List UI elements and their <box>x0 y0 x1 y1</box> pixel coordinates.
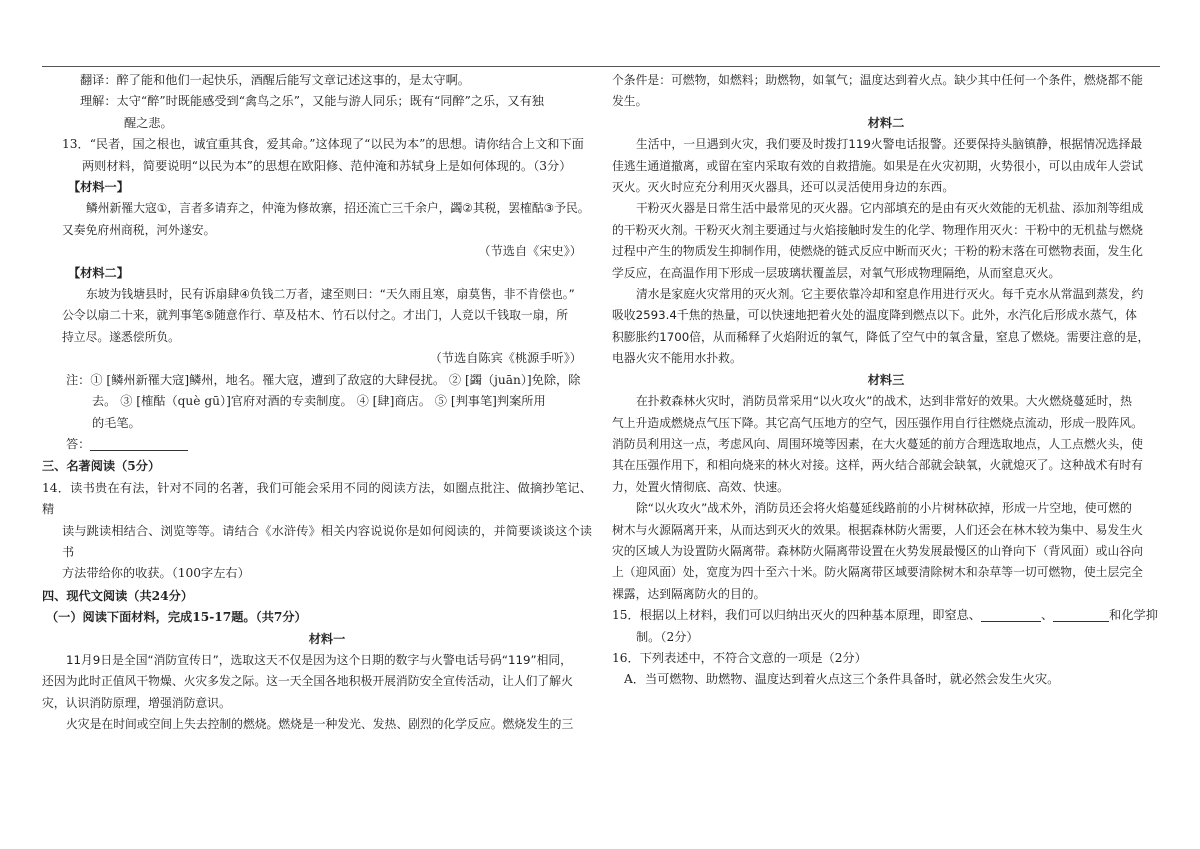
material-three-p2-4: 上（迎风面）处，宽度为四十至六十米。防火隔离带区域要清除树木和杂草等一切可燃物，使土层完全 <box>612 565 1143 580</box>
q16-option-a: A．当可燃物、助燃物、温度达到着火点这三个条件具备时，就必然会发生火灾。 <box>624 672 1060 687</box>
material-two-p2: 干粉灭火器是日常生活中最常见的灭火器。它内部填充的是由有灭火效能的无机盐、添加剂等组成 <box>636 201 1144 216</box>
material-two-p1: 生活中，一旦遇到火灾，我们要及时拨打119火警电话报警。还要保持头脑镇静，根据情况选择最 <box>636 137 1143 152</box>
material-1-label: 【材料一】 <box>68 180 129 195</box>
material-2-text-2: 公令以扇二十来，就判事笔⑤随意作行、草及枯木、竹石以付之。才出门，人竞以千钱取一扇，所 <box>62 308 569 323</box>
q13-text: 13．“民者，国之根也，诚宜重其食，爱其命。”这体现了“以民为本”的思想。请你结合上文和下面 <box>62 137 584 152</box>
material-two-p3-2: 吸收2593.4千焦的热量，可以快速地把着火处的温度降到燃点以下。此外，水汽化后形成水蒸气，体 <box>612 308 1137 323</box>
material-three-p2: 除“以火攻火”战术外，消防员还会将火焰蔓延线路前的小片树林砍掉，形成一片空地，使可燃的 <box>636 501 1132 516</box>
material-three-p1-2: 气上升造成燃烧点气压下降。其它高气压地方的空气，因压强作用自行往燃烧点流动，形成一股阵风。 <box>612 415 1143 430</box>
question-13 <box>62 134 592 177</box>
q15-part-b: 、 <box>1040 608 1054 623</box>
q13-text-2: 两则材料，简要说明“以民为本”的思想在欧阳修、范仲淹和苏轼身上是如何体现的。（3分） <box>82 158 572 173</box>
q15-blank-2[interactable] <box>1053 607 1109 622</box>
material-two-p3-3: 积膨胀约1700倍，从而稀释了火焰附近的氧气，降低了空气中的氧含量，窒息了燃烧。需要注意的是， <box>612 329 1150 344</box>
section-3-heading: 三、名著阅读（5分） <box>42 459 161 474</box>
q15-part-a: 15．根据以上材料，我们可以归纳出灭火的四种基本原理，即窒息、 <box>612 608 981 623</box>
material-two-p3: 清水是家庭火灾常用的灭火剂。它主要依靠冷却和窒息作用进行灭火。每千克水从常温到蒸发，约 <box>636 287 1144 302</box>
understanding-line: 理解：太守“醉”时既能感受到“禽鸟之乐”，又能与游人同乐；既有“同醉”之乐，又有独 <box>80 94 544 109</box>
q16-text: 16．下列表述中，不符合文意的一项是（2分） <box>612 650 867 665</box>
material-three-p2-5: 裸露，达到隔离防火的目的。 <box>612 586 766 601</box>
left-column <box>42 70 592 736</box>
header-rule <box>42 66 1160 67</box>
q14-text-3: 方法带给你的收获。（100字左右） <box>62 566 250 581</box>
material-2-text: 东坡为钱塘县时，民有诉扇肆④负钱二万者，逮至则曰：“天久雨且寒，扇莫售，非不肯偿也。” <box>86 287 575 302</box>
material-1-text-2: 又奏免府州商税，河外遂安。 <box>62 222 216 237</box>
material-1-source: （节选自《宋史》） <box>478 244 582 259</box>
q15-part-c: 和化学抑 <box>1109 608 1158 623</box>
q15-text-2: 制。（2分） <box>636 629 699 644</box>
answer-blank[interactable] <box>90 436 188 451</box>
notes: 注：① [鳞州新罹大寇]鳞州，地名。罹大寇，遭到了敌寇的大肆侵扰。 ② [蠲（juān）]免除，除 <box>66 372 581 387</box>
material-three-p1-5: 力，处置火情彻底、高效、快速。 <box>612 479 789 494</box>
answer-line <box>62 434 592 455</box>
subsection-1-heading: （一）阅读下面材料，完成15-17题。（共7分） <box>46 610 307 625</box>
material-two-p1-3: 灭火。灭火时应充分利用灭火器具，还可以灵活使用身边的东西。 <box>612 180 955 195</box>
material-two-p3-4: 电器火灾不能用水扑救。 <box>612 351 742 366</box>
material-three-p2-2: 树木与火源隔离开来，从而达到灭火的效果。根据森林防火需要，人们还会在林木较为集中、易发生火 <box>612 522 1143 537</box>
material-2-text-3: 持立尽。遂悉偿所负。 <box>62 329 180 344</box>
material-two-p1-2: 佳逃生通道撤离，或留在室内采取有效的自救措施。如果是在火灾初期，火势很小，可以由成年人尝试 <box>612 158 1143 173</box>
understanding-line-2: 醒之悲。 <box>124 115 173 130</box>
material-three-title: 材料三 <box>867 372 905 387</box>
section-4-heading: 四、现代文阅读（共24分） <box>42 588 194 603</box>
material-one-p1-2: 还因为此时正值风干物燥、火灾多发之际。这一天全国各地积极开展消防安全宣传活动，让人们了解火 <box>42 674 573 689</box>
material-one-p1-3: 灾，认识消防原理，增强消防意识。 <box>42 695 231 710</box>
material-three-p1-3: 消防员利用这一点，考虑风向、周围环境等因素，在大火蔓延的前方合理选取地点，人工点燃火头，使 <box>612 436 1143 451</box>
right-column <box>612 70 1160 691</box>
material-one-p2: 火灾是在时间或空间上失去控制的燃烧。燃烧是一种发光、发热、剧烈的化学反应。燃烧发生的三 <box>66 717 574 732</box>
material-one-p1: 11月9日是全国“消防宣传日”，选取这天不仅是因为这个日期的数字与火警电话号码“119”相同， <box>66 652 572 667</box>
material-two-p2-2: 的干粉灭火剂。干粉灭火剂主要通过与火焰接触时发生的化学、物理作用灭火：干粉中的无机盐与燃烧 <box>612 222 1143 237</box>
material-1-text: 鳞州新罹大寇①，言者多请弃之，仲淹为修故寨，招还流亡三千余户，蠲②其税，罢榷酤③予民。 <box>86 201 590 216</box>
notes-2: 去。 ③ [榷酤（què gū）]官府对酒的专卖制度。 ④ [肆]商店。 ⑤ [判事笔]判案所用 <box>92 394 546 409</box>
material-2-label: 【材料二】 <box>68 265 129 280</box>
q14-text: 14．读书贵在有法，针对不同的名著，我们可能会采用不同的阅读方法，如圈点批注、做摘抄笔记、精 <box>42 480 592 517</box>
material-two-p2-3: 过程中产生的物质发生抑制作用，使燃烧的链式反应中断而灭火；干粉的粉末落在可燃物表面，发生化 <box>612 244 1143 259</box>
q14-text-2: 读与跳读相结合、浏览等等。请结合《水浒传》相关内容说说你是如何阅读的，并简要谈谈这个读书 <box>62 523 592 559</box>
material-three-p2-3: 灾的区域人为设置防火隔离带。森林防火隔离带设置在火势发展最慢区的山脊向下（背风面）或山谷向 <box>612 543 1143 558</box>
material-two-title: 材料二 <box>867 115 905 130</box>
continued-text-2: 发生。 <box>612 94 648 109</box>
material-2-source: （节选自陈宾《桃源手听》） <box>429 351 582 366</box>
continued-text: 个条件是：可燃物，如燃料；助燃物，如氧气；温度达到着火点。缺少其中任何一个条件，燃烧都不能 <box>612 73 1143 87</box>
translation-line: 翻译：醉了能和他们一起快乐，酒醒后能写文章记述这事的，是太守啊。 <box>80 73 470 87</box>
q15-blank-1[interactable] <box>981 607 1041 622</box>
material-three-p1-4: 其在压强作用下，和相向烧来的林火对接。这样，两火结合部就会缺氧，火就熄灭了。这种战术有时有 <box>612 458 1143 473</box>
q15-text <box>612 605 1160 626</box>
material-two-p2-4: 学反应，在高温作用下形成一层玻璃状覆盖层，对氧气形成物理隔绝，从而窒息灭火。 <box>612 265 1061 280</box>
material-one-title: 材料一 <box>308 631 346 646</box>
answer-label: 答： <box>66 436 91 451</box>
material-three-p1: 在扑救森林火灾时，消防员常采用“以火攻火”的战术，达到非常好的效果。大火燃烧蔓延时，热 <box>636 394 1132 409</box>
notes-3: 的毛笔。 <box>92 415 141 430</box>
